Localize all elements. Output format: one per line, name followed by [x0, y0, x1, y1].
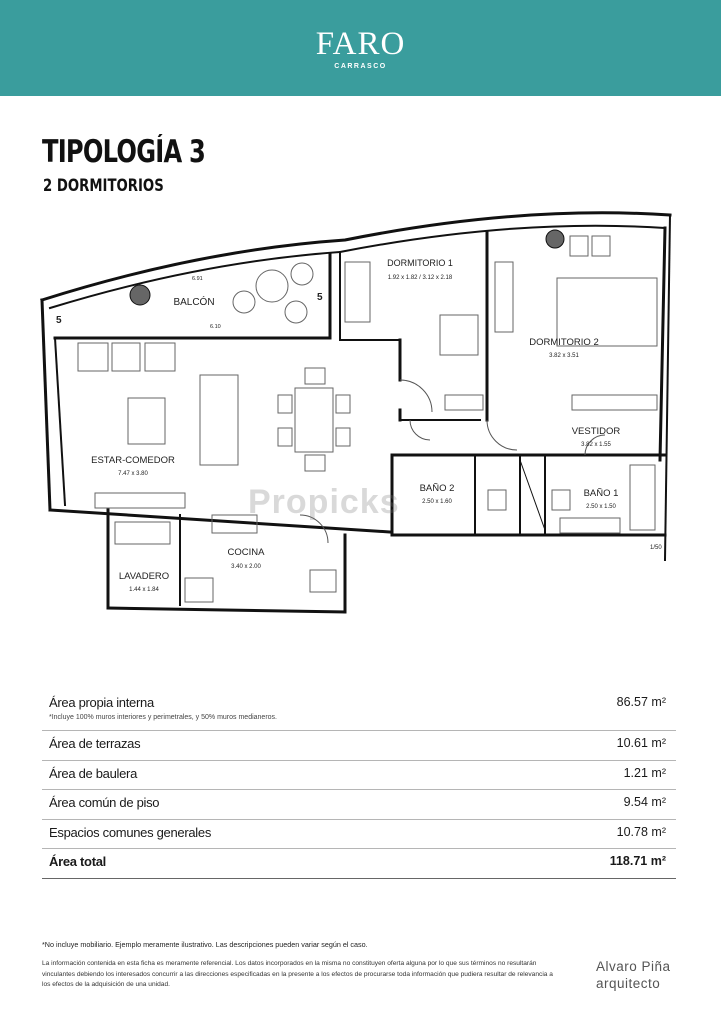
- area-row: [42, 820, 676, 850]
- area-label: Área propia interna: [49, 695, 154, 710]
- area-value: 10.78 m²: [616, 824, 666, 839]
- room-label: LAVADERO: [118, 571, 170, 582]
- room-label: COCINA: [227, 547, 265, 558]
- area-label: Área común de piso: [49, 795, 160, 810]
- area-label: Área de terrazas: [49, 736, 141, 751]
- area-value: 9.54 m²: [623, 795, 666, 809]
- balcony-top-mark: 6.91: [192, 276, 203, 282]
- area-value: 86.57 m²: [616, 695, 666, 709]
- footer-note: *No incluye mobiliario. Ejemplo meramente ilustrativo. Las descripciones pueden variar según el caso.: [42, 940, 368, 949]
- room-dims: 1.44 x 1.84: [129, 587, 159, 593]
- room-dims: 1.92 x 1.82 / 3.12 x 2.18: [387, 275, 453, 281]
- column-left: [130, 285, 150, 305]
- room-label: VESTIDOR: [571, 426, 621, 437]
- area-row: [42, 690, 676, 731]
- level-mark-left: 5: [56, 315, 62, 326]
- room-dims: 3.82 x 1.55: [581, 442, 611, 448]
- area-total-label: Área total: [49, 854, 106, 869]
- level-mark-mid: 5: [317, 292, 323, 303]
- area-total-row: [42, 849, 676, 879]
- brand-logo: FARO: [315, 26, 406, 62]
- architect-signature: [596, 958, 696, 992]
- balcony-bottom-mark: 6.10: [210, 324, 221, 330]
- page-title: TIPOLOGÍA 3: [42, 134, 206, 170]
- disclaimer: La información contenida en esta ficha es meramente referencial. Los datos incorporados en la misma no constituyen oferta alguna por lo que sus términos no resultarán vinculantes debiendo los interesados concurrir a las direcciones especificadas en la presente a los efectos de procurarse toda información que pudiera resultar de relevancia a los efectos de la adquisición de una unidad.: [42, 960, 553, 988]
- area-table: [42, 690, 676, 879]
- room-dims: 2.50 x 1.60: [422, 499, 452, 505]
- room-dims: 3.40 x 2.00: [231, 564, 261, 570]
- watermark: Propicks: [248, 483, 400, 521]
- architect-title: arquitecto: [596, 976, 661, 991]
- area-total-value: 118.71 m²: [609, 854, 666, 868]
- room-label: BAÑO 2: [419, 483, 455, 494]
- architect-name: Alvaro Piña: [596, 959, 671, 974]
- area-row: [42, 790, 676, 820]
- area-label: Área de baulera: [49, 765, 138, 781]
- area-note: *Incluye 100% muros interiores y perimetrales, y 50% muros medianeros.: [49, 714, 277, 721]
- area-label: Espacios comunes generales: [49, 824, 212, 840]
- brand-header: [0, 0, 721, 96]
- area-row: [42, 731, 676, 761]
- room-dims: 7.47 x 3.80: [118, 471, 148, 477]
- area-row: [42, 761, 676, 791]
- floor-plan: [0, 200, 721, 630]
- brand-location: CARRASCO: [334, 63, 387, 70]
- plan-walls: [42, 213, 670, 612]
- room-label: BAÑO 1: [583, 488, 619, 499]
- room-label: DORMITORIO 2: [529, 337, 599, 348]
- room-label: BALCÓN: [173, 297, 215, 308]
- room-label: ESTAR-COMEDOR: [91, 455, 175, 466]
- room-label: DORMITORIO 1: [387, 258, 453, 268]
- column-right: [546, 230, 564, 248]
- page-subtitle: 2 DORMITORIOS: [43, 176, 164, 196]
- room-dims: 2.50 x 1.50: [586, 504, 616, 510]
- scale-label: 1/50: [650, 545, 662, 551]
- area-value: 1.21 m²: [623, 765, 666, 780]
- area-value: 10.61 m²: [616, 736, 666, 750]
- room-dims: 3.82 x 3.51: [549, 353, 579, 359]
- plan-furniture: [78, 236, 657, 602]
